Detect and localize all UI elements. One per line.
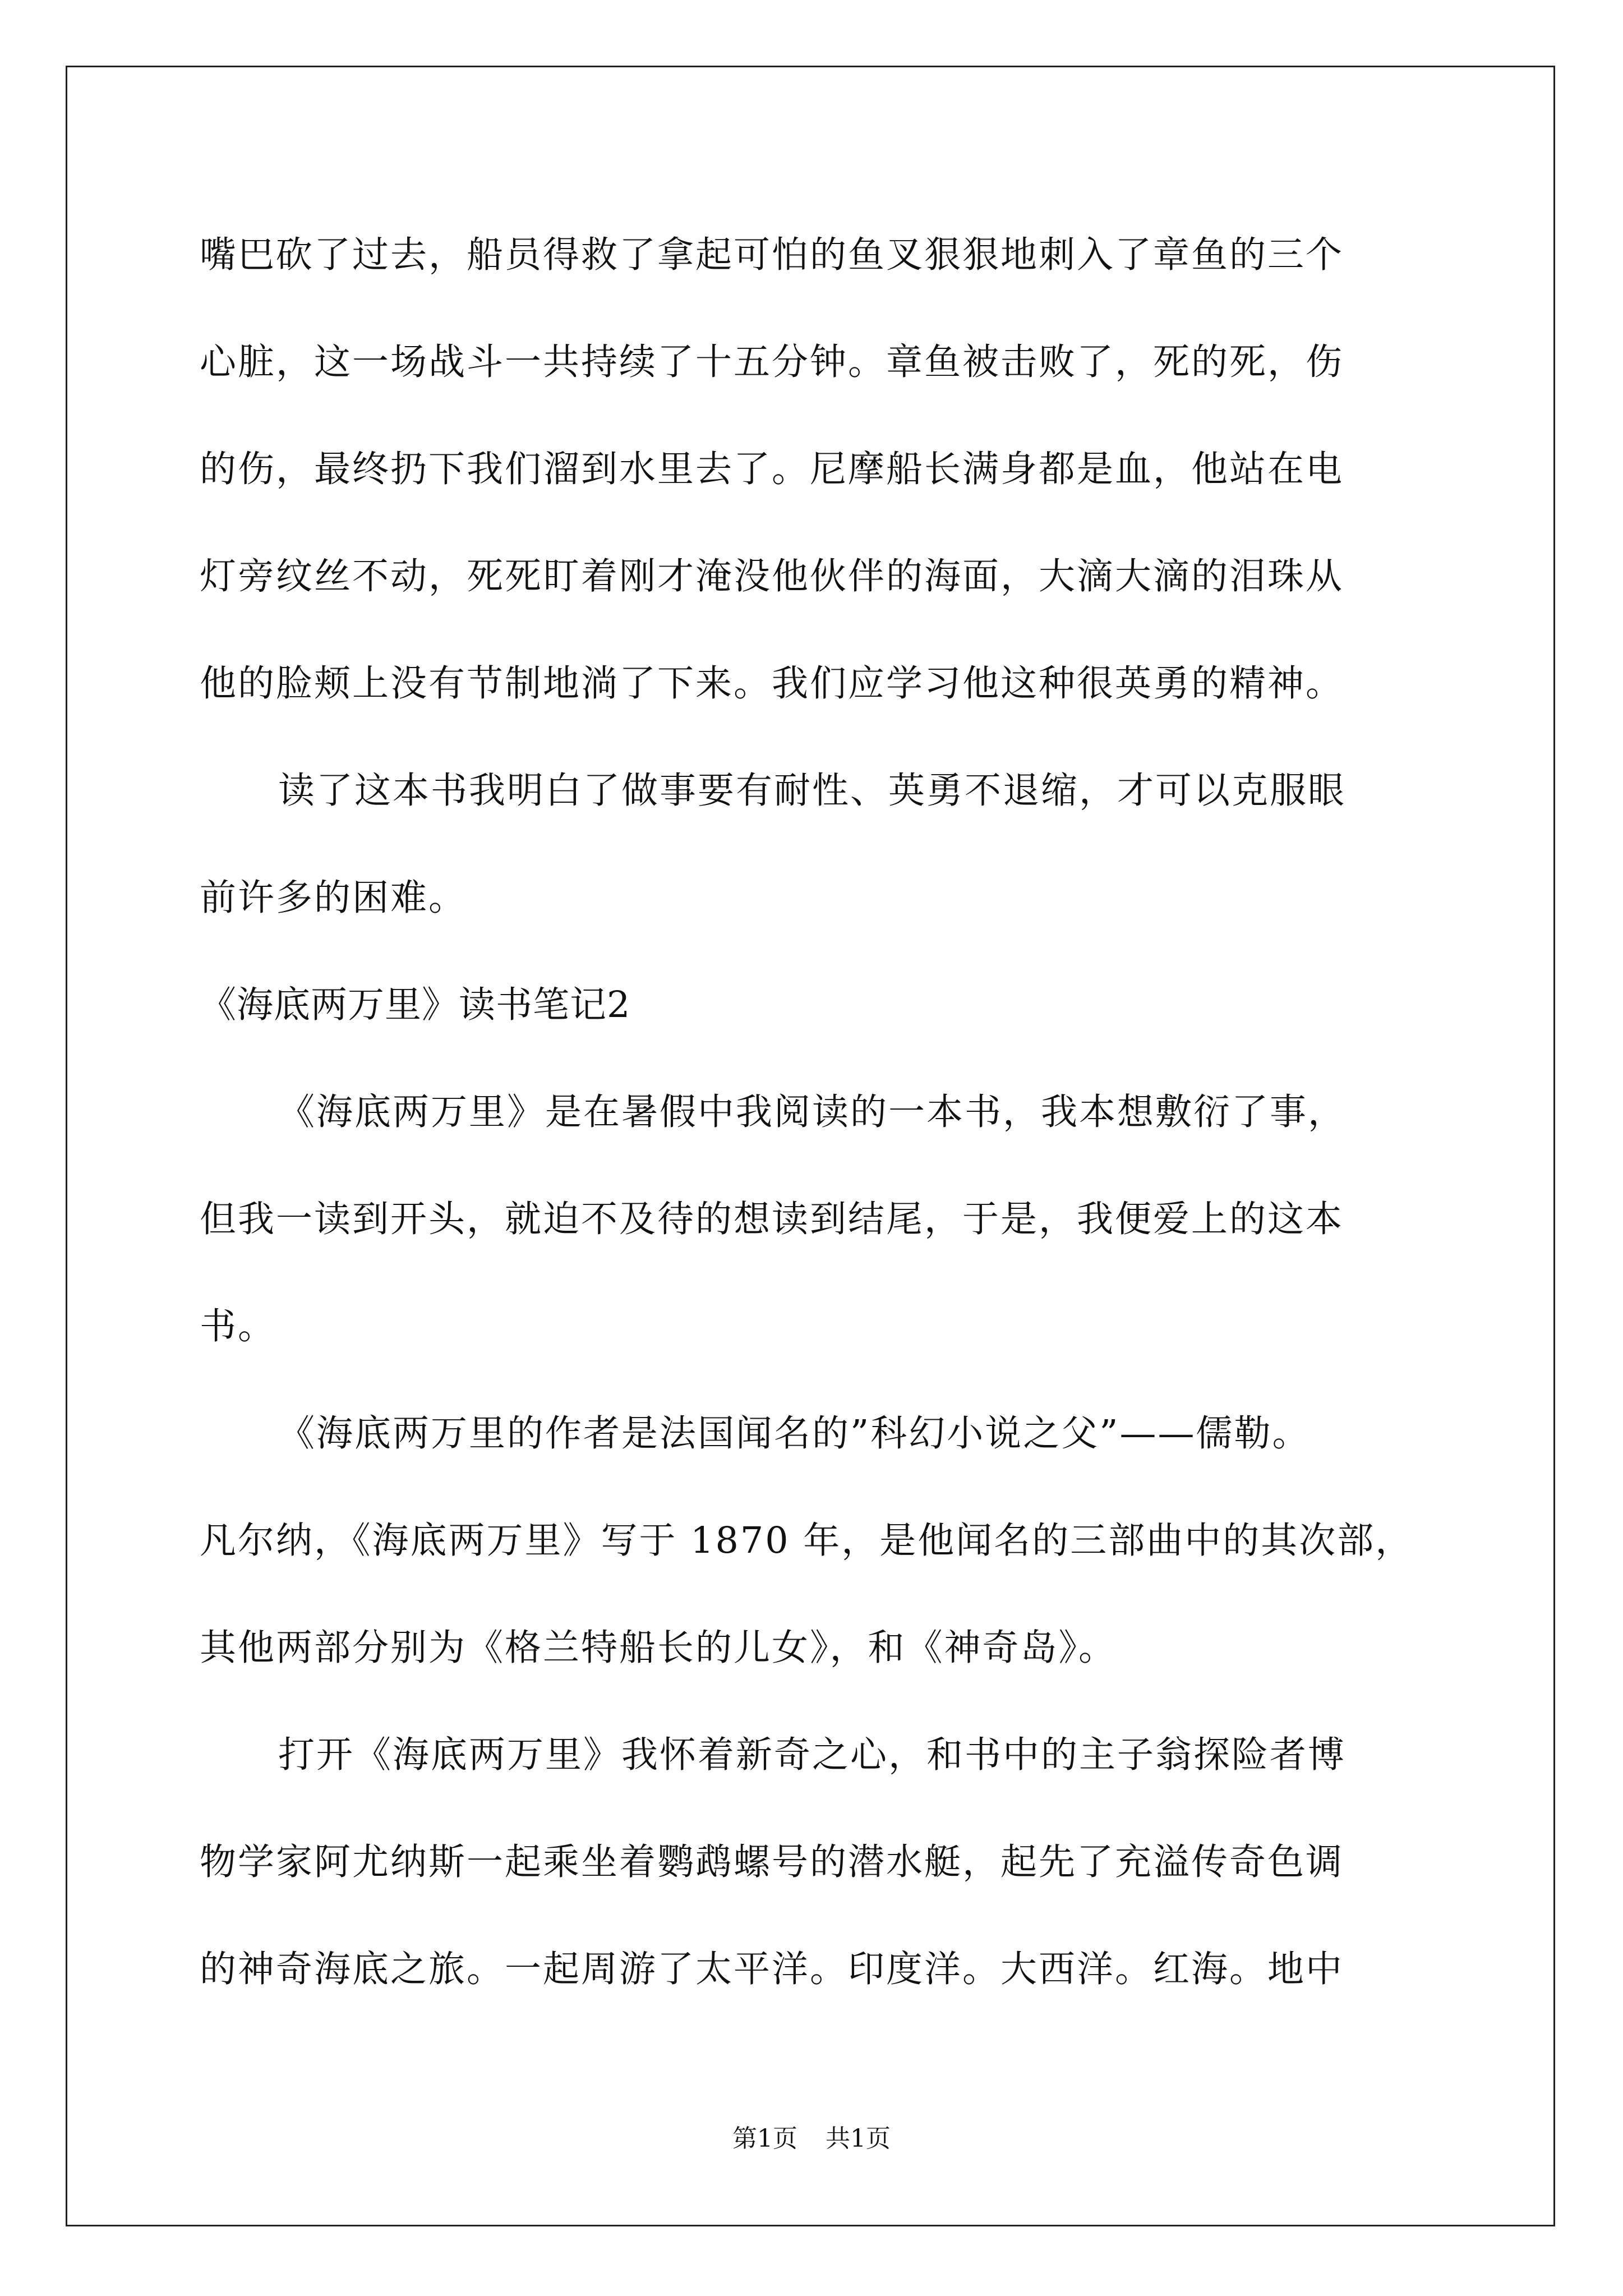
text-line: 心脏，这一场战斗一共持续了十五分钟。章鱼被击败了，死的死，伤 [200, 341, 1344, 383]
text-line: 的伤，最终扔下我们溜到水里去了。尼摩船长满身都是血，他站在电 [200, 448, 1344, 490]
document-body [200, 213, 1433, 2035]
text-line: 前许多的困难。 [200, 877, 467, 919]
page-total: 共1页 [826, 2124, 891, 2153]
page-footer [0, 2122, 1623, 2156]
page-number: 第1页 [732, 2124, 797, 2153]
paragraph-start-line: 打开《海底两万里》我怀着新奇之心，和书中的主子翁探险者博 [278, 1734, 1347, 1776]
text-line: 但我一读到开头，就迫不及待的想读到结尾，于是，我便爱上的这本 [200, 1198, 1344, 1240]
text-line: 书。 [200, 1305, 276, 1347]
text-line: 凡尔纳，《海底两万里》写于 1870 年，是他闻名的三部曲中的其次部， [200, 1520, 1414, 1562]
section-heading: 《海底两万里》读书笔记2 [200, 984, 631, 1026]
paragraph-start-line: 《海底两万里》是在暑假中我阅读的一本书，我本想敷衍了事， [278, 1091, 1347, 1133]
text-line: 他的脸颊上没有节制地淌了下来。我们应学习他这种很英勇的精神。 [200, 662, 1344, 705]
text-line: 的神奇海底之旅。一起周游了太平洋。印度洋。大西洋。红海。地中 [200, 1948, 1344, 1990]
paragraph-start-line: 《海底两万里的作者是法国闻名的”科幻小说之父”——儒勒。 [278, 1412, 1311, 1455]
paragraph-start-line: 读了这本书我明白了做事要有耐性、英勇不退缩，才可以克服眼 [278, 770, 1347, 812]
text-line: 其他两部分别为《格兰特船长的儿女》，和《神奇岛》。 [200, 1627, 1117, 1669]
text-line: 嘴巴砍了过去，船员得救了拿起可怕的鱼叉狠狠地刺入了章鱼的三个 [200, 234, 1344, 276]
text-line: 灯旁纹丝不动，死死盯着刚才淹没他伙伴的海面，大滴大滴的泪珠从 [200, 555, 1344, 597]
text-line: 物学家阿尤纳斯一起乘坐着鹦鹉螺号的潜水艇，起先了充溢传奇色调 [200, 1841, 1344, 1883]
